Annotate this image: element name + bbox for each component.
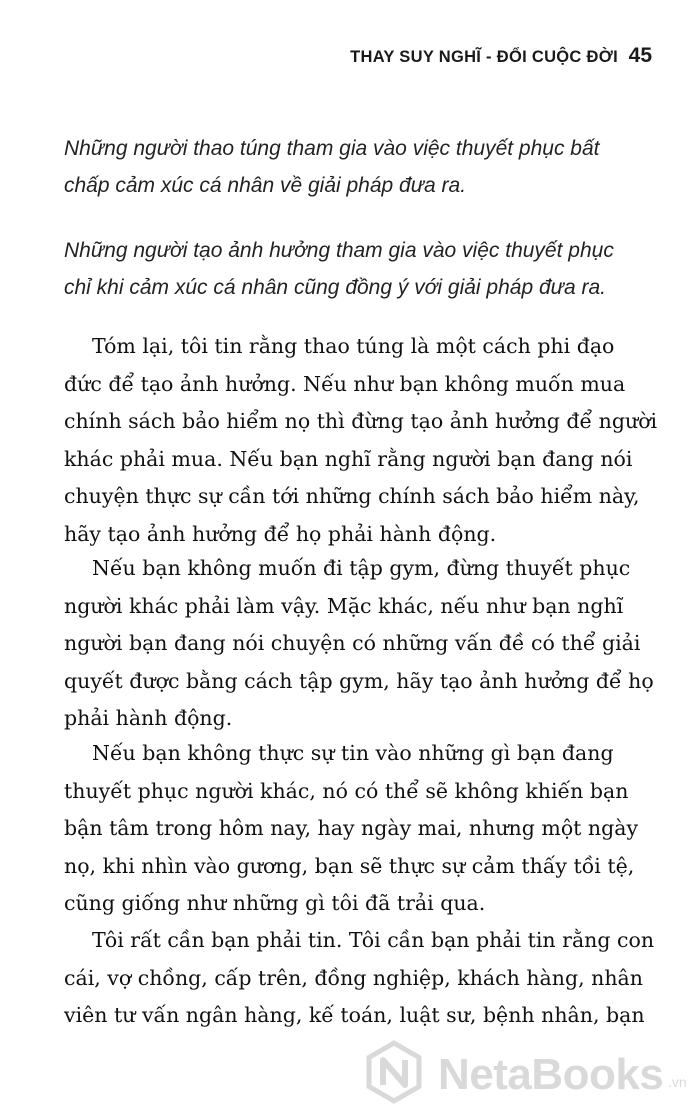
watermark-suffix: .vn	[668, 1074, 687, 1090]
paragraph-line: quyết được bằng cách tập gym, hãy tạo ảnh hưởng để họ	[64, 668, 654, 693]
quote-line: chỉ khi cảm xúc cá nhân cũng đồng ý với giải pháp đưa ra.	[64, 276, 606, 299]
body-paragraph-4	[64, 922, 664, 1035]
paragraph-line: chính sách bảo hiểm nọ thì đừng tạo ảnh hưởng để người	[64, 409, 658, 433]
paragraph-line: Tôi rất cần bạn phải tin. Tôi cần bạn phải tin rằng con	[92, 928, 655, 952]
paragraph-line: phải hành động.	[64, 706, 233, 730]
body-paragraph-1	[64, 328, 664, 553]
netabooks-watermark	[362, 1040, 692, 1110]
quote-line: chấp cảm xúc cá nhân về giải pháp đưa ra.	[64, 174, 467, 197]
paragraph-line: hãy tạo ảnh hưởng để họ phải hành động.	[64, 521, 497, 546]
paragraph-line: người bạn đang nói chuyện có những vấn đề có thể giải	[64, 631, 641, 655]
paragraph-line: nọ, khi nhìn vào gương, bạn sẽ thực sự cảm thấy tồi tệ,	[64, 853, 635, 878]
paragraph-line: Nếu bạn không thực sự tin vào những gì bạn đang	[92, 741, 614, 765]
watermark-brand: NetaBooks	[438, 1050, 664, 1099]
body-paragraph-2	[64, 550, 664, 738]
paragraph-line: cũng giống như những gì tôi đã trải qua.	[64, 891, 486, 915]
body-paragraph-3	[64, 735, 664, 923]
italic-quote-2	[64, 232, 664, 306]
paragraph-line: người khác phải làm vậy. Mặc khác, nếu như bạn nghĩ	[64, 593, 624, 618]
paragraph-line: đức để tạo ảnh hưởng. Nếu như bạn không muốn mua	[64, 371, 626, 396]
paragraph-line: thuyết phục người khác, nó có thể sẽ không khiến bạn	[64, 778, 629, 803]
netabooks-logo-icon	[362, 1040, 426, 1104]
paragraph-line: bận tâm trong hôm nay, hay ngày mai, nhưng một ngày	[64, 816, 639, 840]
paragraph-line: cái, vợ chồng, cấp trên, đồng nghiệp, khách hàng, nhân	[64, 965, 643, 990]
paragraph-line: chuyện thực sự cần tới những chính sách bảo hiểm này,	[64, 484, 640, 508]
paragraph-line: Nếu bạn không muốn đi tập gym, đừng thuyết phục	[92, 556, 631, 580]
page-number: 45	[628, 44, 652, 67]
paragraph-line: Tóm lại, tôi tin rằng thao túng là một cách phi đạo	[92, 334, 615, 358]
paragraph-line: khác phải mua. Nếu bạn nghĩ rằng người bạn đang nói	[64, 446, 633, 471]
quote-line: Những người tạo ảnh hưởng tham gia vào việc thuyết phục	[64, 239, 614, 262]
quote-line: Những người thao túng tham gia vào việc thuyết phục bất	[64, 137, 600, 160]
italic-quote-1	[64, 130, 664, 204]
running-title: THAY SUY NGHĨ - ĐỔI CUỘC ĐỜI	[350, 48, 618, 66]
paragraph-line: viên tư vấn ngân hàng, kế toán, luật sư, bệnh nhân, bạn	[64, 1003, 645, 1027]
